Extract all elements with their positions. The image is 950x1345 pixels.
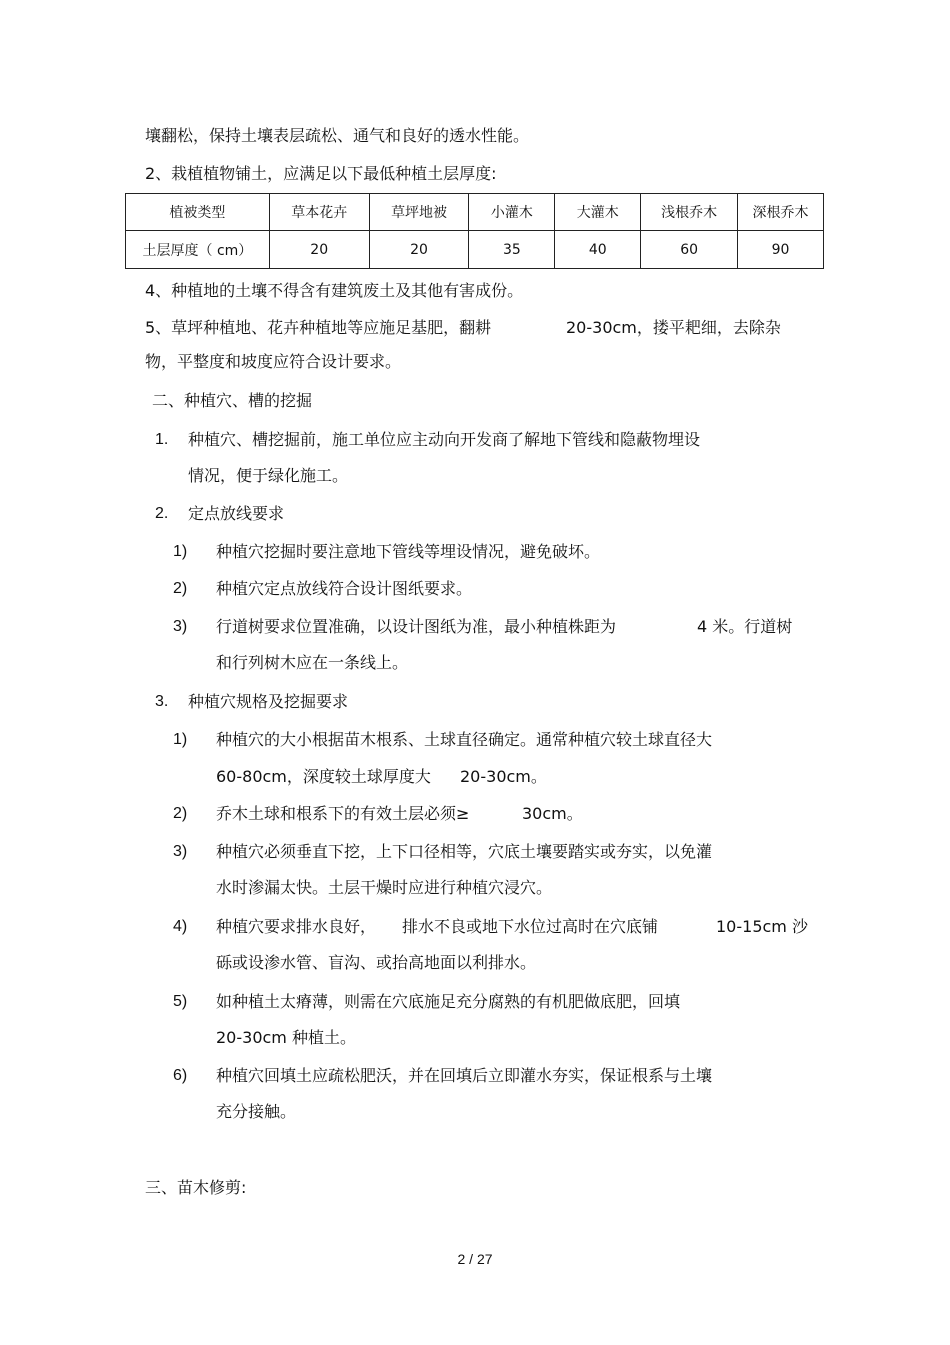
- sub-number: 4): [173, 918, 188, 935]
- table-header-row: [126, 194, 824, 231]
- table-cell: 40: [555, 231, 641, 269]
- table-cell: 60: [641, 231, 738, 269]
- sub-item-text-cont: 10-15cm 沙: [716, 917, 808, 936]
- table-cell: 90: [738, 231, 824, 269]
- page-number: 2 / 27: [457, 1251, 493, 1267]
- sub-item-text: 行道树要求位置准确，以设计图纸为准，最小种植株距为: [216, 617, 617, 636]
- sub-item-text-cont: 30cm。: [522, 804, 583, 823]
- sub-item-text: 如种植土太瘠薄，则需在穴底施足充分腐熟的有机肥做底肥，回填: [216, 992, 681, 1011]
- line-item-4: 4、种植地的土壤不得含有建筑废土及其他有害成份。: [145, 281, 524, 300]
- table-cell: 20: [369, 231, 469, 269]
- list-item-text-wrap: 情况，便于绿化施工。: [188, 466, 349, 485]
- sub-item-text-wrap: 20-30cm 种植土。: [216, 1028, 356, 1047]
- sub-item-text: 种植穴挖掘时要注意地下管线等埋设情况，避免破坏。: [216, 542, 601, 561]
- section-heading-3: 三、苗木修剪:: [145, 1178, 247, 1197]
- sub-item-text-cont: 排水不良或地下水位过高时在穴底铺: [402, 917, 659, 936]
- sub-number: 1): [173, 543, 188, 560]
- sub-item-text: 种植穴的大小根据苗木根系、土球直径确定。通常种植穴较土球直径大: [216, 730, 713, 749]
- sub-number: 2): [173, 580, 188, 597]
- sub-number: 3): [173, 618, 188, 635]
- table-row: [126, 231, 824, 269]
- sub-number: 2): [173, 805, 188, 822]
- sub-number: 1): [173, 731, 188, 748]
- line-item-5-cont: 20-30cm，搂平耙细，去除杂: [566, 318, 781, 337]
- table-header-cell: 植被类型: [126, 194, 270, 231]
- section-heading-2: 二、种植穴、槽的挖掘: [152, 391, 313, 410]
- line-item-5-wrap: 物，平整度和坡度应符合设计要求。: [145, 352, 402, 371]
- table-header-cell: 大灌木: [555, 194, 641, 231]
- sub-item-text-wrap: 60-80cm，深度较土球厚度大: [216, 767, 431, 786]
- sub-number: 6): [173, 1067, 188, 1084]
- line-item-5: 5、草坪种植地、花卉种植地等应施足基肥，翻耕: [145, 318, 492, 337]
- table-cell: 土层厚度（ cm）: [126, 231, 270, 269]
- sub-item-text-wrap: 和行列树木应在一条线上。: [216, 653, 409, 672]
- table-cell: 35: [469, 231, 555, 269]
- sub-item-text-wrap: 水时渗漏太快。土层干燥时应进行种植穴浸穴。: [216, 878, 553, 897]
- sub-item-text-cont: 20-30cm。: [460, 767, 547, 786]
- table-cell: 20: [269, 231, 369, 269]
- sub-item-text: 种植穴定点放线符合设计图纸要求。: [216, 579, 473, 598]
- sub-item-text: 种植穴要求排水良好，: [216, 917, 377, 936]
- sub-item-text: 乔木土球和根系下的有效土层必须≥: [216, 804, 470, 823]
- sub-number: 5): [173, 993, 188, 1010]
- table-header-cell: 浅根乔木: [641, 194, 738, 231]
- line-item-2: 2、栽植植物铺土，应满足以下最低种植土层厚度:: [145, 164, 497, 183]
- sub-item-text-wrap: 充分接触。: [216, 1102, 297, 1121]
- table-header-cell: 草坪地被: [369, 194, 469, 231]
- table-header-cell: 深根乔木: [738, 194, 824, 231]
- list-number: 3.: [155, 693, 169, 710]
- table-header-cell: 小灌木: [469, 194, 555, 231]
- sub-item-text-wrap: 砾或设渗水管、盲沟、或抬高地面以利排水。: [216, 953, 537, 972]
- sub-item-text: 种植穴必须垂直下挖，上下口径相等，穴底土壤要踏实或夯实，以免灌: [216, 842, 713, 861]
- sub-item-text-cont: 4 米。行道树: [697, 617, 793, 636]
- line-soil-loosen: 壤翻松，保持土壤表层疏松、通气和良好的透水性能。: [145, 126, 530, 145]
- list-number: 2.: [155, 505, 169, 522]
- list-number: 1.: [155, 431, 169, 448]
- soil-depth-table: [125, 193, 824, 269]
- list-item-text: 定点放线要求: [188, 504, 285, 523]
- list-item-text: 种植穴规格及挖掘要求: [188, 692, 349, 711]
- sub-item-text: 种植穴回填土应疏松肥沃，并在回填后立即灌水夯实，保证根系与土壤: [216, 1066, 713, 1085]
- sub-number: 3): [173, 843, 188, 860]
- table-header-cell: 草本花卉: [269, 194, 369, 231]
- list-item-text: 种植穴、槽挖掘前，施工单位应主动向开发商了解地下管线和隐蔽物埋设: [188, 430, 701, 449]
